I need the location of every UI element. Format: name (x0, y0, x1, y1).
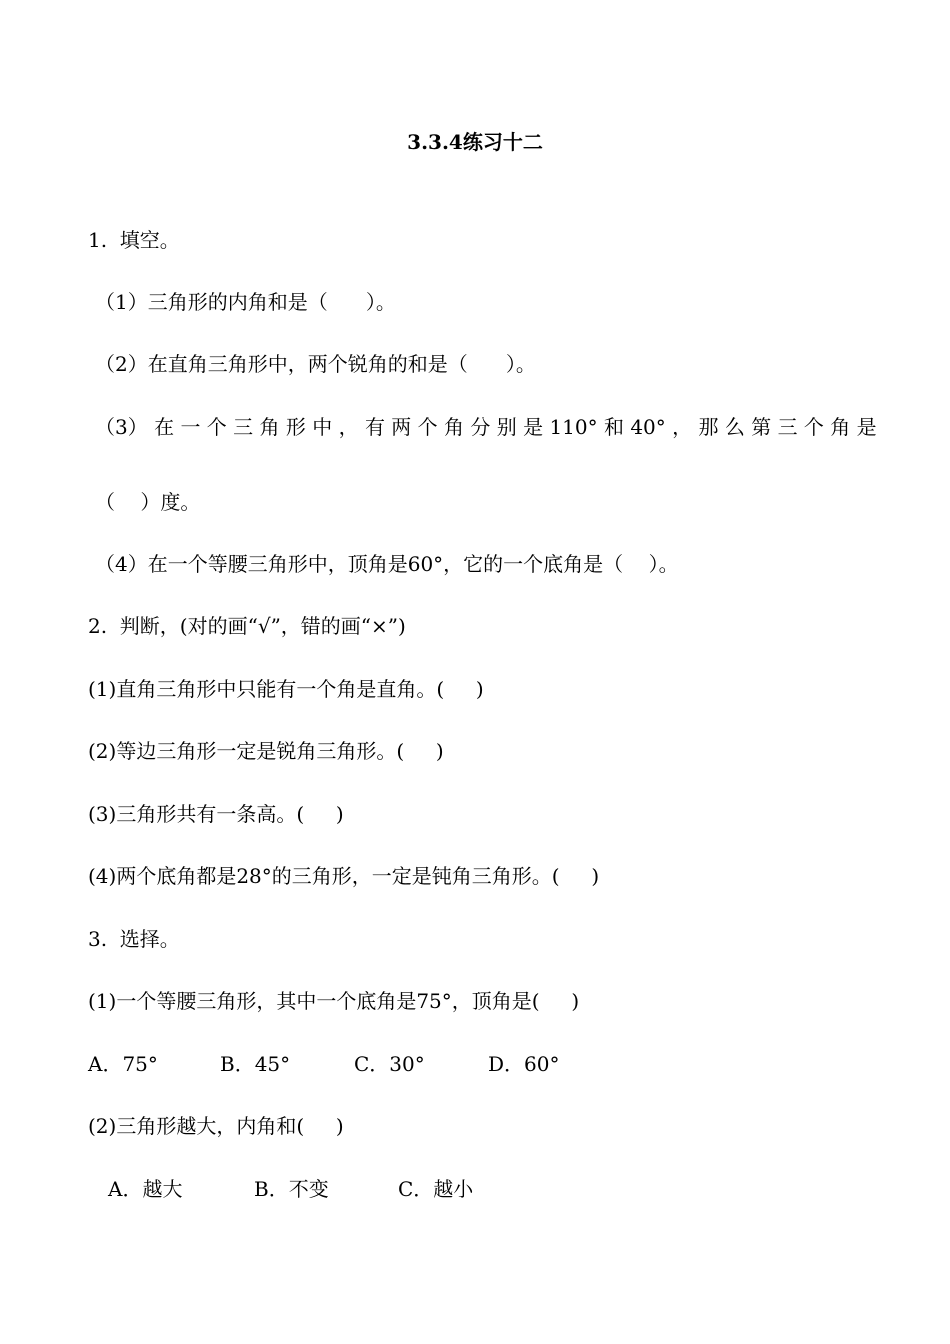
judge-question-3: (3)三角形共有一条高。( ) (88, 802, 344, 826)
fill-question-4: （4）在一个等腰三角形中，顶角是60°，它的一个底角是（ ）。 (95, 552, 679, 576)
choice-2-option-c: C．越小 (398, 1177, 474, 1201)
choice-1-option-d: D．60° (488, 1052, 560, 1076)
fill-question-2: （2）在直角三角形中，两个锐角的和是（ ）。 (95, 352, 536, 376)
page-title: 3.3.4练习十二 (407, 130, 543, 154)
fill-question-1: （1）三角形的内角和是（ ）。 (95, 290, 396, 314)
choice-2-option-b: B．不变 (254, 1177, 329, 1201)
choice-1-option-a: A．75° (88, 1052, 158, 1076)
choice-1-option-c: C．30° (354, 1052, 425, 1076)
section-3-heading: 3. 选择。 (88, 927, 180, 951)
judge-question-4: (4)两个底角都是28°的三角形，一定是钝角三角形。( ) (88, 864, 600, 888)
section-1-heading: 1. 填空。 (88, 228, 180, 252)
choice-question-2: (2)三角形越大，内角和( ) (88, 1114, 344, 1138)
choice-question-1: (1)一个等腰三角形，其中一个底角是75°，顶角是( ) (88, 989, 580, 1013)
choice-1-option-b: B．45° (220, 1052, 291, 1076)
fill-question-3-line-1: （3） 在 一 个 三 角 形 中 ， 有 两 个 角 分 别 是 110° 和 40° ， 那 么 第 三 个 角 是 (95, 415, 877, 439)
judge-question-1: (1)直角三角形中只能有一个角是直角。( ) (88, 677, 484, 701)
choice-2-option-a: A．越大 (108, 1177, 183, 1201)
section-2-heading: 2. 判断，(对的画“√”，错的画“×”) (88, 614, 406, 638)
judge-question-2: (2)等边三角形一定是锐角三角形。( ) (88, 739, 444, 763)
fill-question-3-line-2: （ ）度。 (95, 490, 201, 514)
